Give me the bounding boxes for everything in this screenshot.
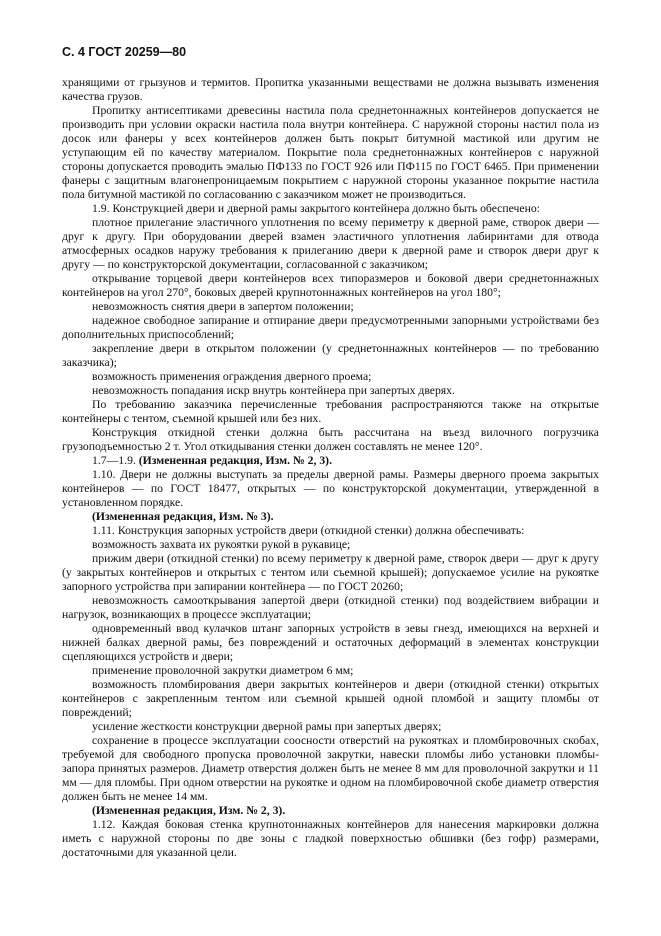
list-item: сохранение в процессе эксплуатации соосности отверстий на рукоятках и пломбировочных скобах, требуемой для свободного пропуска проволочной закрутки, навески пломбы либо установки пломбы-запора принятых размеров. Диаметр отверстия должен быть не менее 8 мм для проволочной закрутки и 11 мм — для пломбы. При одном отверстии на рукоятке и одном на пломбировочной скобе диаметр отверстия должен быть не менее 14 мм. — [62, 734, 599, 803]
clause-1-11: 1.11. Конструкция запорных устройств двери (откидной стенки) должна обеспечивать: — [92, 524, 525, 537]
list-item: невозможность снятия двери в запертом положении; — [92, 300, 354, 313]
list-item: невозможность попадания искр внутрь контейнера при запертых дверях. — [92, 384, 455, 397]
amendment-text: (Измененная редакция, Изм. № 2, 3). — [138, 454, 332, 467]
paragraph-fold-wall: Конструкция откидной стенки должна быть рассчитана на въезд вилочного погрузчика грузоподъемностью 2 т. Угол откидывания стенки должен составлять не менее 120°. — [62, 426, 599, 453]
clause-1-9: 1.9. Конструкцией двери и дверной рамы закрытого контейнера должно быть обеспечено: — [92, 202, 540, 215]
list-item: надежное свободное запирание и отпирание двери предусмотренными запорными устройствами без дополнительных приспособлений; — [62, 314, 599, 341]
paragraph-customer-request: По требованию заказчика перечисленные требования распространяются также на открытые контейнеры с тентом, съемной крышей или без них. — [62, 398, 599, 425]
list-item: невозможность самооткрывания запертой двери (откидной стенки) под воздействием вибрации и нагрузок, возникающих в процессе эксплуатации; — [62, 594, 599, 621]
amendment-note-1-11: (Измененная редакция, Изм. № 2, 3). — [92, 804, 286, 817]
list-item: возможность захвата их рукоятки рукой в рукавице; — [92, 538, 351, 551]
clause-1-12: 1.12. Каждая боковая стенка крупнотоннажных контейнеров для нанесения маркировки должна иметь с наружной стороны по две зоны с гладкой поверхностью обшивки (без гофр) размерами, достаточными для указанной цели. — [62, 818, 599, 859]
paragraph-antiseptic: Пропитку антисептиками древесины настила пола среднетоннажных контейнеров допускается не производить при условии окраски настила пола внутри контейнера. С наружной стороны настил пола из досок или фанеры у всех контейнеров должен быть покрыт битумной мастикой или другим не уступающим ей по качеству материалом. Покрытие пола среднетоннажных контейнеров с наружной стороны допускается проводить эмалью ПФ133 по ГОСТ 926 или ПФ115 по ГОСТ 6465. При применении фанеры с защитным влагонепроницаемым покрытием с наружной стороны указанное покрытие настила пола битумной мастикой по согласованию с заказчиком может не производиться. — [62, 104, 599, 201]
list-item: прижим двери (откидной стенки) по всему периметру к дверной раме, створок двери — друг к другу (у закрытых контейнеров и открытых с тентом или съемной крышей); допускаемое усилие на рукоятке запорного устройства при запирании контейнера — по ГОСТ 20260; — [62, 552, 599, 593]
list-item: возможность применения ограждения дверного проема; — [92, 370, 372, 383]
list-item: плотное прилегание эластичного уплотнения по всему периметру к дверной раме, створок двери — друг к другу. При оборудовании дверей взамен эластичного уплотнения лабиринтами для отвода атмосферных осадков наружу требования к прилеганию двери к дверной раме и створок двери друг к другу — по конструкторской документации, согласованной с заказчиком; — [62, 216, 599, 271]
paragraph-continuation: хранящими от грызунов и термитов. Пропитка указанными веществами не должна вызывать изменения качества грузов. — [62, 76, 599, 103]
list-item: открывание торцевой двери контейнеров всех типоразмеров и боковой двери среднетоннажных контейнеров на угол 270°, боковых дверей крупнотоннажных контейнеров на угол 180°; — [62, 272, 599, 299]
page-header: С. 4 ГОСТ 20259—80 — [62, 45, 187, 59]
list-item: возможность пломбирования двери закрытых контейнеров и двери (откидной стенки) открытых контейнеров с закрепленным тентом или съемной крышей одной пломбой и защиту пломбы от повреждений; — [62, 678, 599, 719]
document-body — [62, 76, 599, 860]
document-page — [62, 44, 599, 860]
clause-1-10: 1.10. Двери не должны выступать за пределы дверной рамы. Размеры дверного проема закрытых контейнеров — по ГОСТ 18477, открытых — по конструкторской документации, утвержденной в установленном порядке. — [62, 468, 599, 509]
list-item: применение проволочной закрутки диаметром 6 мм; — [92, 664, 354, 677]
amendment-note-1-10: (Измененная редакция, Изм. № 3). — [92, 510, 274, 523]
list-item: одновременный ввод кулачков штанг запорных устройств в зевы гнезд, имеющихся на верхней и нижней балках дверной рамы, без повреждений и остаточных деформаций в элементах конструкции сцепляющихся устройств и двери; — [62, 622, 599, 663]
amendment-note-1-7 — [62, 454, 599, 468]
amendment-prefix: 1.7—1.9. — [92, 454, 136, 467]
list-item: усиление жесткости конструкции дверной рамы при запертых дверях; — [92, 720, 442, 733]
list-item: закрепление двери в открытом положении (у среднетоннажных контейнеров — по требованию заказчика); — [62, 342, 599, 369]
